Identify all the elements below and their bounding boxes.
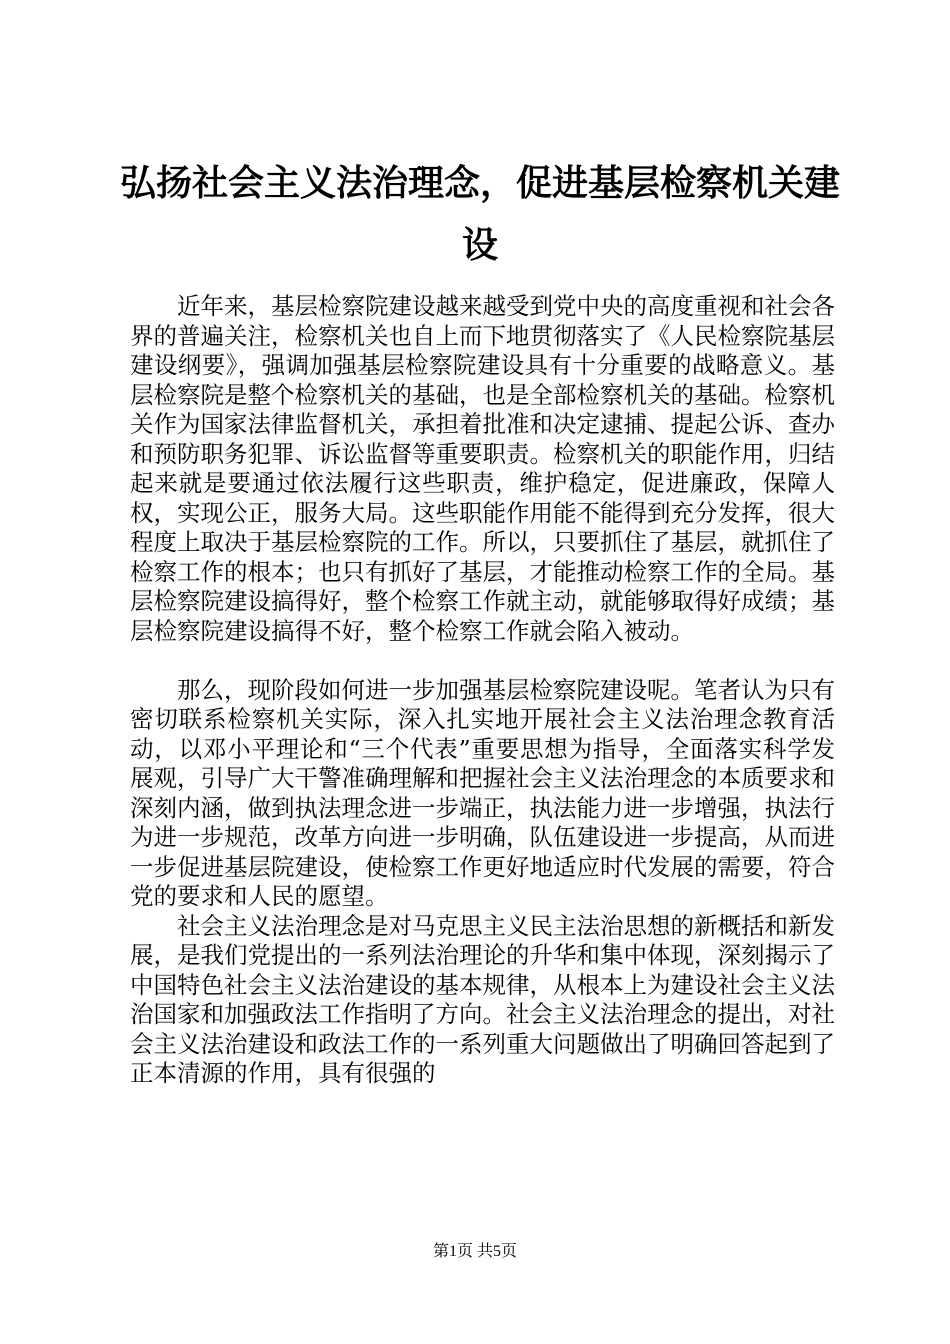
document-title: 弘扬社会主义法治理念，促进基层检察机关建设 xyxy=(120,162,841,266)
page-number-footer: 第1页 共5页 xyxy=(432,1243,517,1260)
paragraph-2: 那么，现阶段如何进一步加强基层检察院建设呢。笔者认为只有密切联系检察机关实际，深入扎实地开展社会主义法治理念教育活动，以邓小平理论和“三个代表”重要思想为指导，全面落实科学发展观，引导广大干警准确理解和把握社会主义法治理念的本质要求和深刻内涵，做到执法理念进一步端正，执法能力进一步增强，执法行为进一步规范，改革方向进一步明确，队伍建设进一步提高，从而进一步促进基层院建设，使检察工作更好地适应时代发展的需要，符合党的要求和人民的愿望。 xyxy=(130,675,835,910)
document-body xyxy=(130,292,835,1089)
paragraph-1: 近年来，基层检察院建设越来越受到党中央的高度重视和社会各界的普遍关注，检察机关也自上而下地贯彻落实了《人民检察院基层建设纲要》，强调加强基层检察院建设具有十分重要的战略意义。基层检察院是整个检察机关的基础，也是全部检察机关的基础。检察机关作为国家法律监督机关，承担着批准和决定逮捕、提起公诉、查办和预防职务犯罪、诉讼监督等重要职责。检察机关的职能作用，归结起来就是要通过依法履行这些职责，维护稳定，促进廉政，保障人权，实现公正，服务大局。这些职能作用能不能得到充分发挥，很大程度上取决于基层检察院的工作。所以，只要抓住了基层，就抓住了检察工作的根本；也只有抓好了基层，才能推动检察工作的全局。基层检察院建设搞得好，整个检察工作就主动，就能够取得好成绩；基层检察院建设搞得不好，整个检察工作就会陷入被动。 xyxy=(130,292,835,645)
paragraph-3: 社会主义法治理念是对马克思主义民主法治思想的新概括和新发展，是我们党提出的一系列法治理论的升华和集中体现，深刻揭示了中国特色社会主义法治建设的基本规律，从根本上为建设社会主义法治国家和加强政法工作指明了方向。社会主义法治理念的提出，对社会主义法治建设和政法工作的一系列重大问题做出了明确回答起到了正本清源的作用，具有很强的 xyxy=(130,911,835,1087)
